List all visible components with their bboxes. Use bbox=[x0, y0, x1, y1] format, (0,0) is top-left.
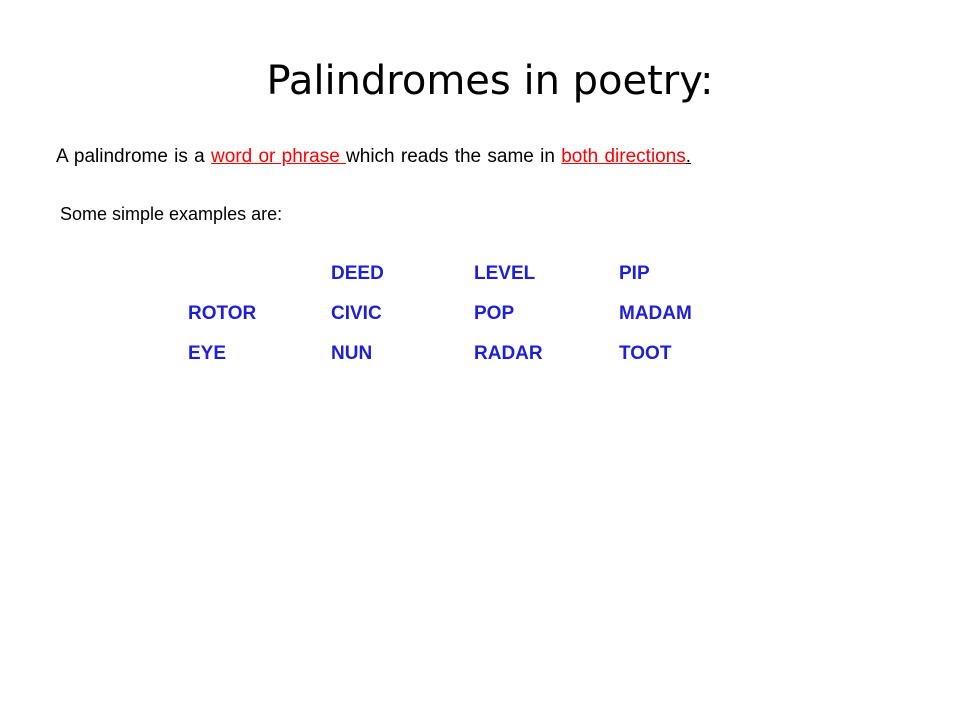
palindrome-word: EYE bbox=[188, 343, 227, 364]
palindrome-word: CIVIC bbox=[331, 303, 382, 324]
definition-highlight-word-or-phrase: word or phrase bbox=[211, 146, 347, 167]
definition-sentence bbox=[56, 146, 691, 168]
palindrome-word: RADAR bbox=[474, 343, 543, 364]
palindrome-examples-grid bbox=[188, 263, 739, 383]
palindrome-word: NUN bbox=[331, 343, 373, 364]
definition-highlight-both-directions: both directions bbox=[561, 146, 686, 167]
definition-end-period: . bbox=[685, 146, 692, 167]
palindrome-word: POP bbox=[474, 303, 515, 324]
palindrome-word: PIP bbox=[619, 263, 650, 284]
palindrome-word: LEVEL bbox=[474, 263, 536, 284]
palindrome-word: TOOT bbox=[619, 343, 672, 364]
palindrome-word: DEED bbox=[331, 263, 384, 284]
palindrome-word bbox=[188, 263, 331, 303]
palindrome-word: ROTOR bbox=[188, 303, 257, 324]
examples-intro: Some simple examples are: bbox=[60, 204, 283, 224]
palindrome-word: MADAM bbox=[619, 303, 692, 324]
definition-text-2: which reads the same in bbox=[346, 146, 562, 167]
slide-title: Palindromes in poetry: bbox=[266, 58, 714, 104]
definition-text-1: A palindrome is a bbox=[56, 146, 212, 167]
